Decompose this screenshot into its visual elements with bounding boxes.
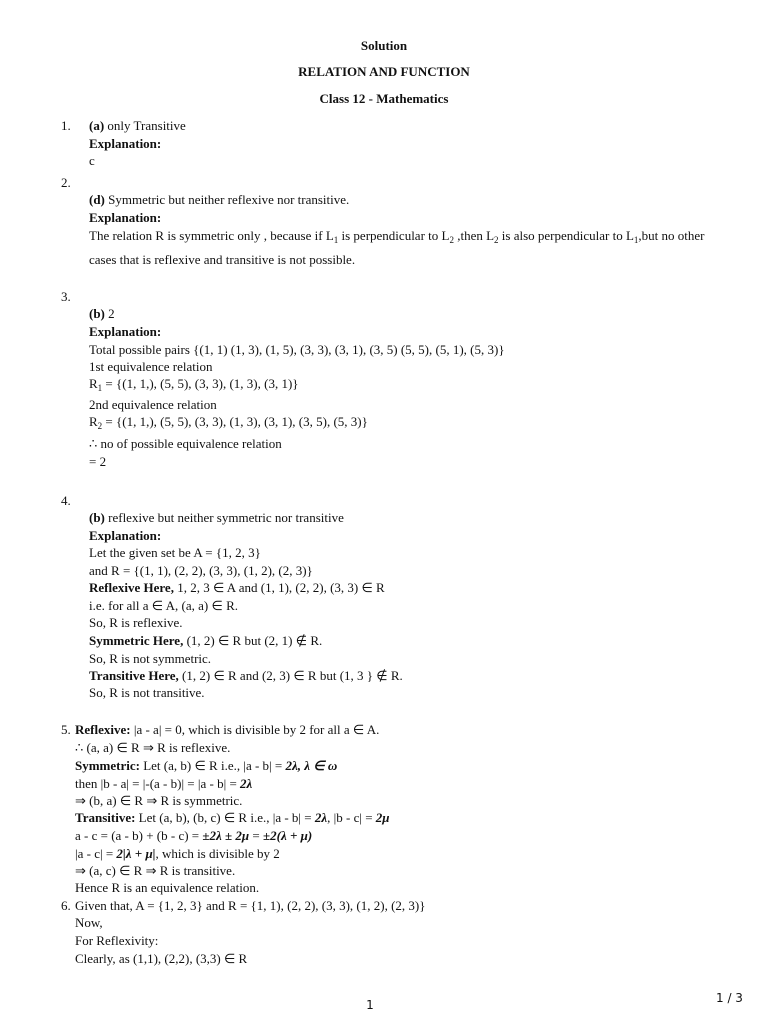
q5-line: |a - c| = 2|λ + μ|, which is divisible by 2 <box>75 846 280 861</box>
q2-explanation-text: The relation R is symmetric only , because if $L_1$ is perpendicular to $L_2$ ,then $L_2$ is also perpendicular to $L_1,but$ no other cases that is reflexive and transitive is not possible. <box>89 228 705 267</box>
q4-line: i.e. for all a ∈ A, (a, a) ∈ R. <box>89 598 238 613</box>
q2-number: 2. <box>61 175 71 190</box>
page-count-indicator: 1 / 3 <box>716 991 743 1005</box>
q4-answer <box>89 510 344 526</box>
q1-answer-text: only Transitive <box>104 118 186 133</box>
q4-transitive: Transitive Here, (1, 2) ∈ R and (2, 3) ∈ R but (1, 3 } ∉ R. <box>89 668 403 683</box>
doc-subject: RELATION AND FUNCTION <box>298 64 470 79</box>
q5-reflexive: Reflexive: |a - a| = 0, which is divisible by 2 for all a ∈ A. <box>75 722 380 737</box>
q6-line: Given that, A = {1, 2, 3} and R = {1, 1), (2, 2), (3, 3), (1, 2), (2, 3)} <box>75 898 426 913</box>
q5-line: a - c = (a - b) + (b - c) = ±2λ ± 2μ = ±2(λ + μ) <box>75 828 313 843</box>
q5-transitive: Transitive: Let (a, b), (b, c) ∈ R i.e., |a - b| = 2λ, |b - c| = 2μ <box>75 810 390 825</box>
q3-second-relation: $R_2 = \{(1$, 1,), (5, 5), (3, 3), (1, 3), (3, 1), (3, 5), (5, 3)} <box>89 414 368 431</box>
q3-first-relation: $R_1 = \{(1$, 1,), (5, 5), (3, 3), (1, 3), (3, 1)} <box>89 376 299 393</box>
page-number: 1 <box>366 998 374 1012</box>
q3-number: 3. <box>61 289 71 304</box>
q6-line: For Reflexivity: <box>75 933 159 948</box>
q5-line: ⇒ (b, a) ∈ R ⇒ R is symmetric. <box>75 793 243 808</box>
q5-line: ∴ (a, a) ∈ R ⇒ R is reflexive. <box>75 740 231 755</box>
q5-line: ⇒ (a, c) ∈ R ⇒ R is transitive. <box>75 863 236 878</box>
q2-explanation-heading: Explanation: <box>89 210 162 225</box>
doc-class: Class 12 - Mathematics <box>319 91 449 106</box>
q3-answer <box>89 306 115 322</box>
q2-answer <box>89 192 349 208</box>
q4-line: So, R is not symmetric. <box>89 651 212 666</box>
q1-option: (a) <box>89 118 105 133</box>
q4-explanation-heading: Explanation: <box>89 528 162 543</box>
q3-first-relation-label: 1st equivalence relation <box>89 359 213 374</box>
q3-total-pairs: Total possible pairs {(1, 1) (1, 3), (1, 5), (3, 3), (3, 1), (3, 5) (5, 5), (5, 1), (5, 3)} <box>89 342 505 357</box>
q6-number: 6. <box>61 898 71 913</box>
q4-number: 4. <box>61 493 71 508</box>
q6-line: Clearly, as (1,1), (2,2), (3,3) ∈ R <box>75 951 248 966</box>
q1-number: 1. <box>61 118 71 133</box>
q3-option: (b) <box>89 306 105 321</box>
q2-answer-text: Symmetric but neither reflexive nor transitive. <box>104 192 350 207</box>
q6-line: Now, <box>75 915 103 930</box>
q4-line: and R = {(1, 1), (2, 2), (3, 3), (1, 2), (2, 3)} <box>89 563 313 578</box>
q4-reflexive: Reflexive Here, 1, 2, 3 ∈ A and (1, 1), (2, 2), (3, 3) ∈ R <box>89 580 385 595</box>
q3-answer-text: 2 <box>104 306 115 321</box>
q1-explanation-heading: Explanation: <box>89 136 162 151</box>
q4-line: Let the given set be A = {1, 2, 3} <box>89 545 261 560</box>
q1-explanation-text: c <box>89 153 95 168</box>
q1-answer <box>89 118 186 134</box>
q3-conclusion: ∴ no of possible equivalence relation <box>89 436 282 451</box>
q5-symmetric: Symmetric: Let (a, b) ∈ R i.e., |a - b| = 2λ, λ ∈ ω <box>75 758 338 773</box>
q4-line: So, R is not transitive. <box>89 685 205 700</box>
q5-line: Hence R is an equivalence relation. <box>75 880 260 895</box>
q4-answer-text: reflexive but neither symmetric nor transitive <box>104 510 344 525</box>
q3-second-relation-label: 2nd equivalence relation <box>89 397 217 412</box>
q2-option: (d) <box>89 192 105 207</box>
q4-line: So, R is reflexive. <box>89 615 183 630</box>
q4-option: (b) <box>89 510 105 525</box>
q3-explanation-heading: Explanation: <box>89 324 162 339</box>
q5-number: 5. <box>61 722 71 737</box>
q5-line: then |b - a| = |-(a - b)| = |a - b| = 2λ <box>75 776 253 791</box>
q4-symmetric: Symmetric Here, (1, 2) ∈ R but (2, 1) ∉ R. <box>89 633 323 648</box>
doc-title: Solution <box>360 38 408 53</box>
q3-result: = 2 <box>89 454 107 469</box>
